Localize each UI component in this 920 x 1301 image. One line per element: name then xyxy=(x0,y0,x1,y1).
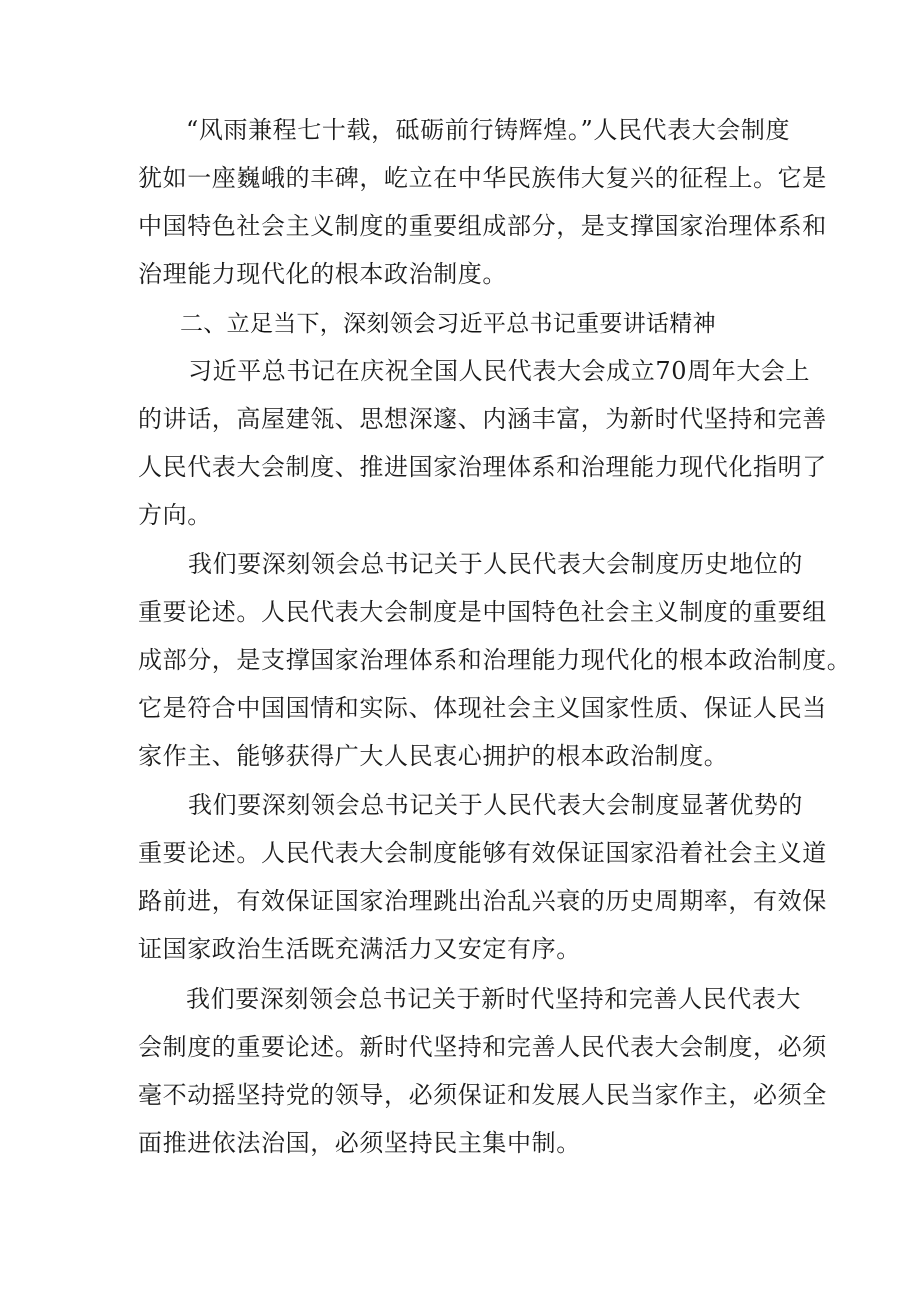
section-heading: 二、立足当下，深刻领会习近平总书记重要讲话精神 xyxy=(180,311,716,337)
paragraph-1-line-4: 治理能力现代化的根本政治制度。 xyxy=(138,260,507,288)
paragraph-4-line-4: 证国家政治生活既充满活力又安定有序。 xyxy=(138,935,581,963)
paragraph-2-line-3: 人民代表大会制度、推进国家治理体系和治理能力现代化指明了 xyxy=(138,453,827,481)
paragraph-5-line-1: 我们要深刻领会总书记关于新时代坚持和完善人民代表大 xyxy=(186,985,801,1013)
paragraph-1-line-3: 中国特色社会主义制度的重要组成部分，是支撑国家治理体系和 xyxy=(138,212,827,240)
paragraph-3-line-2: 重要论述。人民代表大会制度是中国特色社会主义制度的重要组 xyxy=(138,598,827,626)
paragraph-4-line-2: 重要论述。人民代表大会制度能够有效保证国家沿着社会主义道 xyxy=(138,839,827,867)
paragraph-4-line-1: 我们要深刻领会总书记关于人民代表大会制度显著优势的 xyxy=(188,791,803,819)
paragraph-1-line-1: “风雨兼程七十载，砥砺前行铸辉煌。”人民代表大会制度 xyxy=(186,116,791,144)
paragraph-3-line-4: 它是符合中国国情和实际、体现社会主义国家性质、保证人民当 xyxy=(138,694,827,722)
paragraph-5-line-4: 面推进依法治国，必须坚持民主集中制。 xyxy=(138,1129,581,1157)
paragraph-3-line-5: 家作主、能够获得广大人民衷心拥护的根本政治制度。 xyxy=(138,742,729,770)
paragraph-3-line-1: 我们要深刻领会总书记关于人民代表大会制度历史地位的 xyxy=(188,550,803,578)
paragraph-3-line-3: 成部分，是支撑国家治理体系和治理能力现代化的根本政治制度。 xyxy=(138,646,852,674)
paragraph-1-line-2: 犹如一座巍峨的丰碑，屹立在中华民族伟大复兴的征程上。它是 xyxy=(138,164,827,192)
paragraph-2-line-1: 习近平总书记在庆祝全国人民代表大会成立70周年大会上 xyxy=(188,357,811,385)
paragraph-2-line-2: 的讲话，高屋建瓴、思想深邃、内涵丰富，为新时代坚持和完善 xyxy=(138,405,827,433)
paragraph-4-line-3: 路前进，有效保证国家治理跳出治乱兴衰的历史周期率，有效保 xyxy=(138,887,827,915)
paragraph-2-line-4: 方向。 xyxy=(138,501,212,529)
paragraph-5-line-3: 毫不动摇坚持党的领导，必须保证和发展人民当家作主，必须全 xyxy=(138,1081,827,1109)
paragraph-5-line-2: 会制度的重要论述。新时代坚持和完善人民代表大会制度，必须 xyxy=(138,1033,827,1061)
